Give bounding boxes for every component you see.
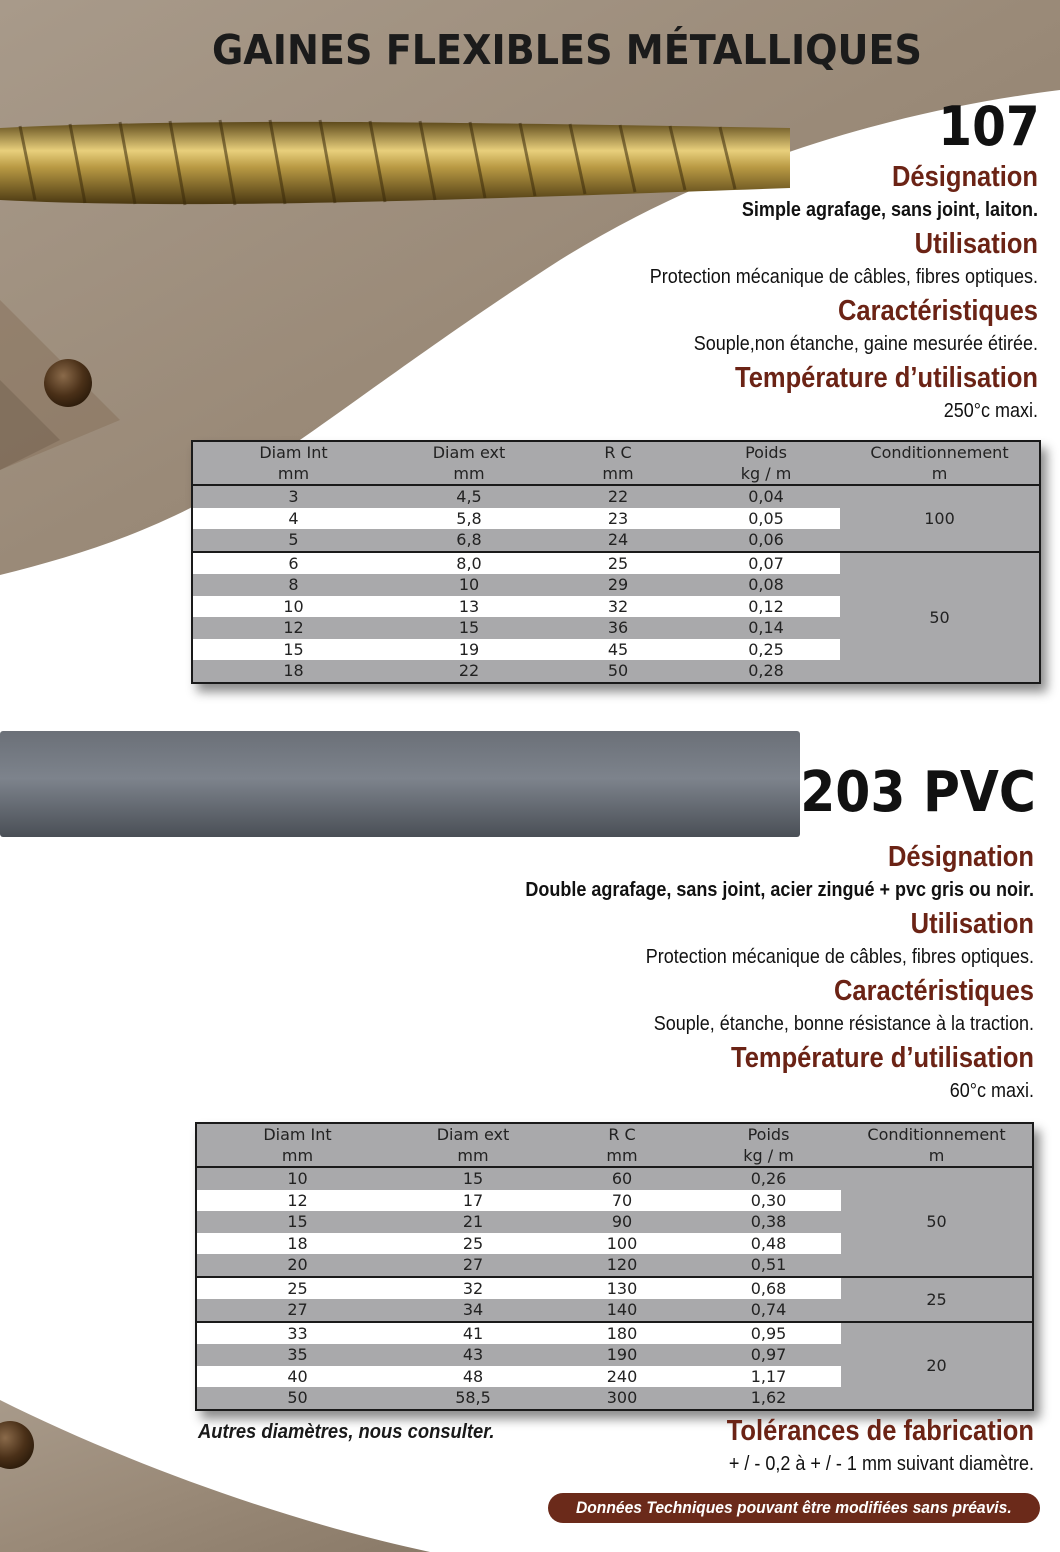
- header-rc: R C: [548, 1124, 696, 1145]
- table-row: 4 5,8 23 0,05: [193, 508, 1039, 530]
- caracteristiques-heading: Caractéristiques: [833, 975, 1034, 1007]
- table-row: 18 25 100 0,48: [197, 1233, 1032, 1255]
- table-row: 18 22 50 0,28: [193, 660, 1039, 682]
- conditionnement-cell: 20: [841, 1322, 1032, 1409]
- other-diameters-note: Autres diamètres, nous consulter.: [198, 1421, 495, 1443]
- temperature-text: 60°c maxi.: [949, 1080, 1034, 1102]
- table-row: 5 6,8 24 0,06: [193, 529, 1039, 552]
- tolerances-section: [434, 1414, 1034, 1481]
- product-107-specs: [338, 160, 1038, 428]
- table-row: 15 21 90 0,38: [197, 1211, 1032, 1233]
- table-row: 8 10 29 0,08: [193, 574, 1039, 596]
- spec-table-203-pvc: [195, 1122, 1034, 1411]
- unit-rc: mm: [548, 1145, 696, 1167]
- footer-disclaimer-text: Données Techniques pouvant être modifiées sans préavis.: [576, 1498, 1012, 1517]
- caracteristiques-text: Souple, étanche, bonne résistance à la traction.: [653, 1013, 1034, 1035]
- pvc-hose-image: [0, 731, 800, 837]
- temperature-text: 250°c maxi.: [943, 400, 1038, 422]
- conditionnement-cell: 50: [841, 1167, 1032, 1277]
- unit-diam-ext: mm: [398, 1145, 548, 1167]
- conditionnement-cell: 50: [840, 552, 1039, 682]
- utilisation-text: Protection mécanique de câbles, fibres optiques.: [645, 946, 1034, 968]
- conditionnement-cell: 100: [840, 485, 1039, 552]
- designation-text: Double agrafage, sans joint, acier zingué + pvc gris ou noir.: [525, 879, 1034, 901]
- unit-diam-ext: mm: [394, 463, 544, 485]
- unit-conditionnement: m: [840, 463, 1039, 485]
- rivet-icon: [44, 359, 92, 407]
- temperature-heading: Température d’utilisation: [735, 362, 1038, 394]
- product-name-107: 107: [938, 95, 1040, 158]
- header-conditionnement: Conditionnement: [840, 442, 1039, 463]
- table-row: 40 48 240 1,17: [197, 1366, 1032, 1388]
- product-203-specs: [134, 840, 1034, 1108]
- header-diam-ext: Diam ext: [398, 1124, 548, 1145]
- caracteristiques-heading: Caractéristiques: [837, 295, 1038, 327]
- table-row: 33 41 180 0,95 20: [197, 1322, 1032, 1345]
- designation-text: Simple agrafage, sans joint, laiton.: [741, 199, 1038, 221]
- footer-disclaimer-badge: [548, 1493, 1040, 1523]
- table-row: 10 13 32 0,12: [193, 596, 1039, 618]
- table-row: 10 15 60 0,26 50: [197, 1167, 1032, 1190]
- unit-poids: kg / m: [692, 463, 840, 485]
- temperature-heading: Température d’utilisation: [731, 1042, 1034, 1074]
- unit-diam-int: mm: [197, 1145, 398, 1167]
- unit-poids: kg / m: [696, 1145, 841, 1167]
- caracteristiques-text: Souple,non étanche, gaine mesurée étirée.: [693, 333, 1038, 355]
- utilisation-heading: Utilisation: [910, 908, 1034, 940]
- header-diam-ext: Diam ext: [394, 442, 544, 463]
- table-row: 12 17 70 0,30: [197, 1190, 1032, 1212]
- unit-rc: mm: [544, 463, 692, 485]
- conditionnement-cell: 25: [841, 1277, 1032, 1322]
- header-diam-int: Diam Int: [193, 442, 394, 463]
- table-row: 15 19 45 0,25: [193, 639, 1039, 661]
- table-row: 50 58,5 300 1,62: [197, 1387, 1032, 1409]
- table-row: 25 32 130 0,68 25: [197, 1277, 1032, 1300]
- utilisation-text: Protection mécanique de câbles, fibres optiques.: [649, 266, 1038, 288]
- unit-diam-int: mm: [193, 463, 394, 485]
- spec-table-107: [191, 440, 1041, 684]
- header-rc: R C: [544, 442, 692, 463]
- designation-heading: Désignation: [887, 841, 1034, 873]
- header-conditionnement: Conditionnement: [841, 1124, 1032, 1145]
- table-row: 35 43 190 0,97: [197, 1344, 1032, 1366]
- table-row: 3 4,5 22 0,04 100: [193, 485, 1039, 508]
- table-row: 27 34 140 0,74: [197, 1299, 1032, 1322]
- table-row: 12 15 36 0,14: [193, 617, 1039, 639]
- table-row: 20 27 120 0,51: [197, 1254, 1032, 1277]
- table-row: 6 8,0 25 0,07 50: [193, 552, 1039, 575]
- utilisation-heading: Utilisation: [914, 228, 1038, 260]
- header-poids: Poids: [692, 442, 840, 463]
- tolerances-heading: Tolérances de fabrication: [726, 1415, 1034, 1447]
- unit-conditionnement: m: [841, 1145, 1032, 1167]
- product-name-203-pvc: 203 PVC: [800, 760, 1036, 825]
- tolerances-text: + / - 0,2 à + / - 1 mm suivant diamètre.: [728, 1453, 1034, 1475]
- header-poids: Poids: [696, 1124, 841, 1145]
- page-title: GAINES FLEXIBLES MÉTALLIQUES: [212, 26, 923, 74]
- designation-heading: Désignation: [891, 161, 1038, 193]
- header-diam-int: Diam Int: [197, 1124, 398, 1145]
